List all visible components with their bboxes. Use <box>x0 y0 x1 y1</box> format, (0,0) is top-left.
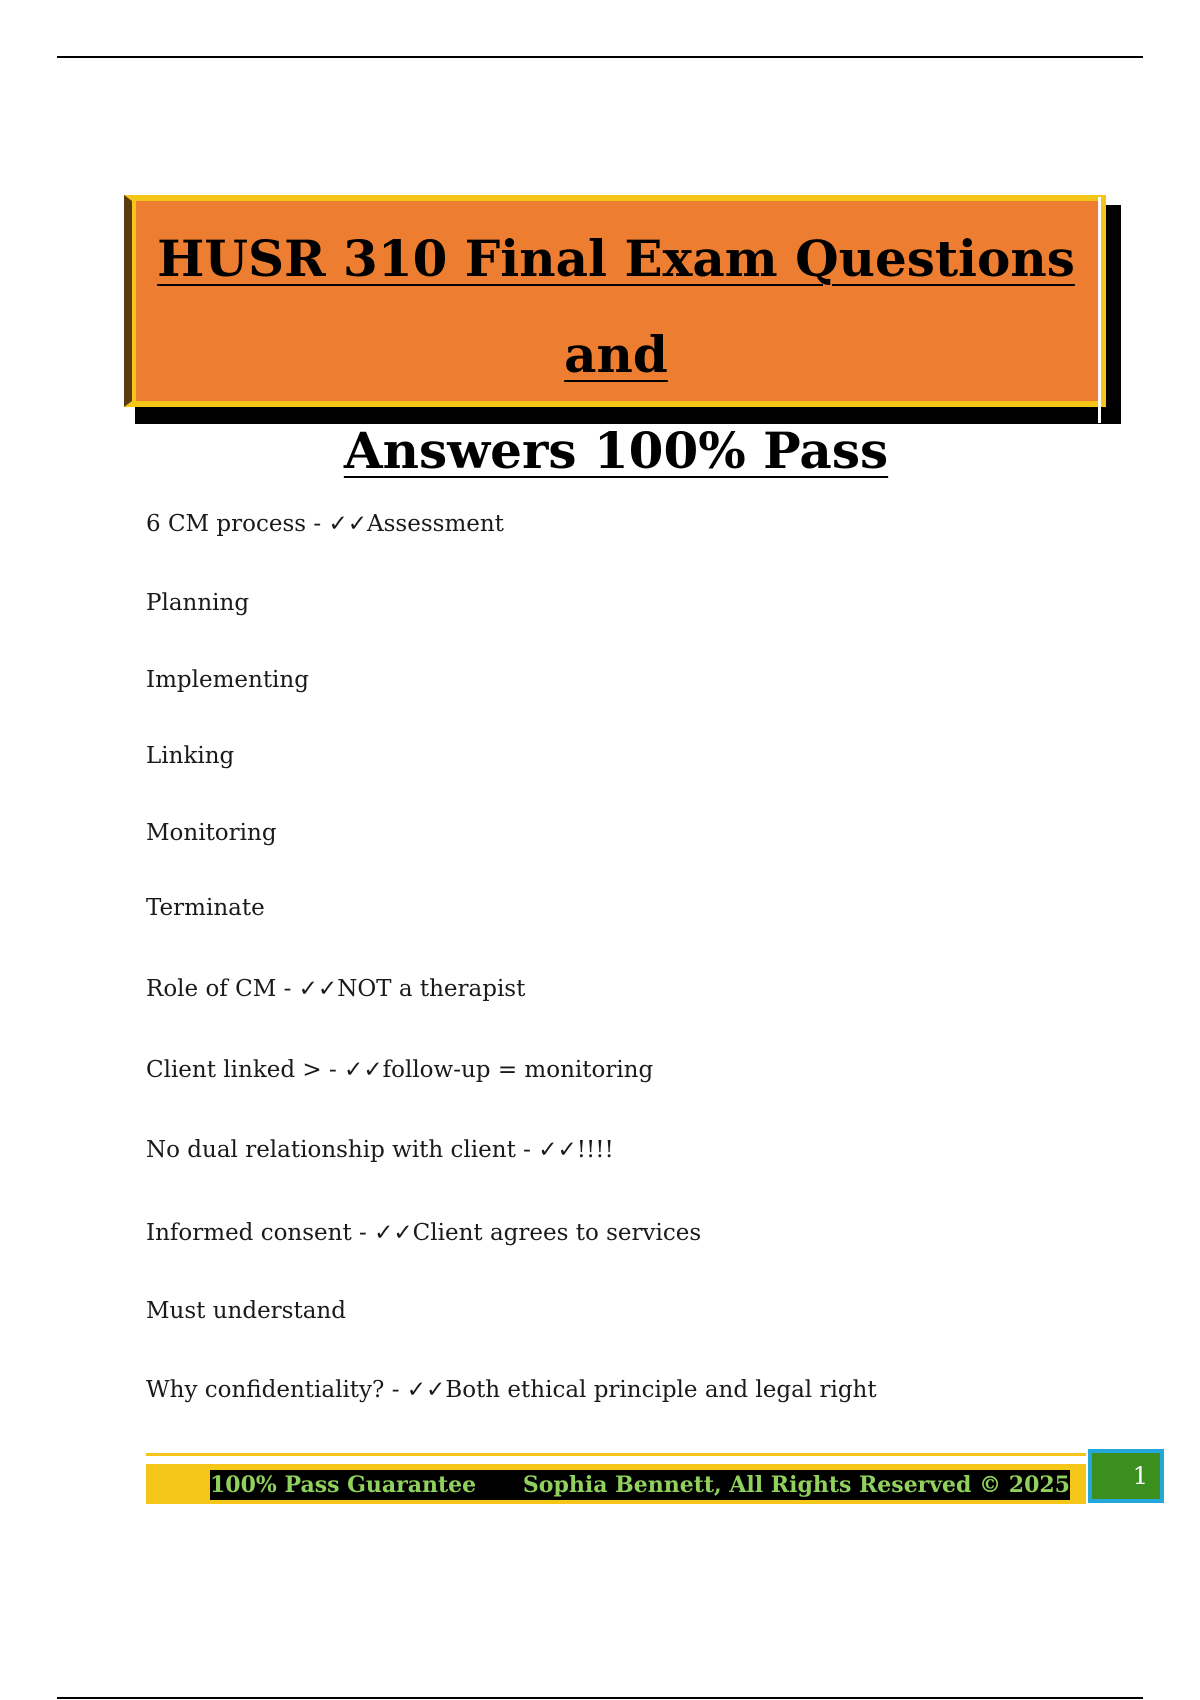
qa-line: No dual relationship with client - ✓✓!!!! <box>146 1137 614 1163</box>
qa-line: Linking <box>146 743 235 769</box>
qa-line: Role of CM - ✓✓NOT a therapist <box>146 976 526 1002</box>
top-rule <box>57 56 1143 58</box>
footer-copyright: Sophia Bennett, All Rights Reserved © 2025 <box>522 1472 1070 1498</box>
page-number: 1 <box>1088 1449 1164 1503</box>
qa-line: Informed consent - ✓✓Client agrees to services <box>146 1220 702 1246</box>
title-line-1: HUSR 310 Final Exam Questions and <box>157 229 1075 384</box>
footer-rule <box>146 1453 1086 1456</box>
title-banner <box>124 195 1106 480</box>
qa-line: Why confidentiality? - ✓✓Both ethical principle and legal right <box>146 1377 877 1403</box>
title-line-2: Answers 100% Pass <box>343 421 889 480</box>
qa-line: Client linked > - ✓✓follow-up = monitoring <box>146 1057 654 1083</box>
qa-line: Monitoring <box>146 820 277 846</box>
qa-line: Terminate <box>146 895 265 921</box>
bottom-rule <box>57 1697 1143 1699</box>
qa-line: Must understand <box>146 1298 346 1324</box>
page-title <box>132 201 1100 480</box>
footer-guarantee: 100% Pass Guarantee <box>210 1472 477 1498</box>
qa-line: Planning <box>146 590 250 616</box>
qa-line: Implementing <box>146 667 309 693</box>
title-banner-edge <box>1098 197 1101 423</box>
qa-line: 6 CM process - ✓✓Assessment <box>146 511 504 537</box>
